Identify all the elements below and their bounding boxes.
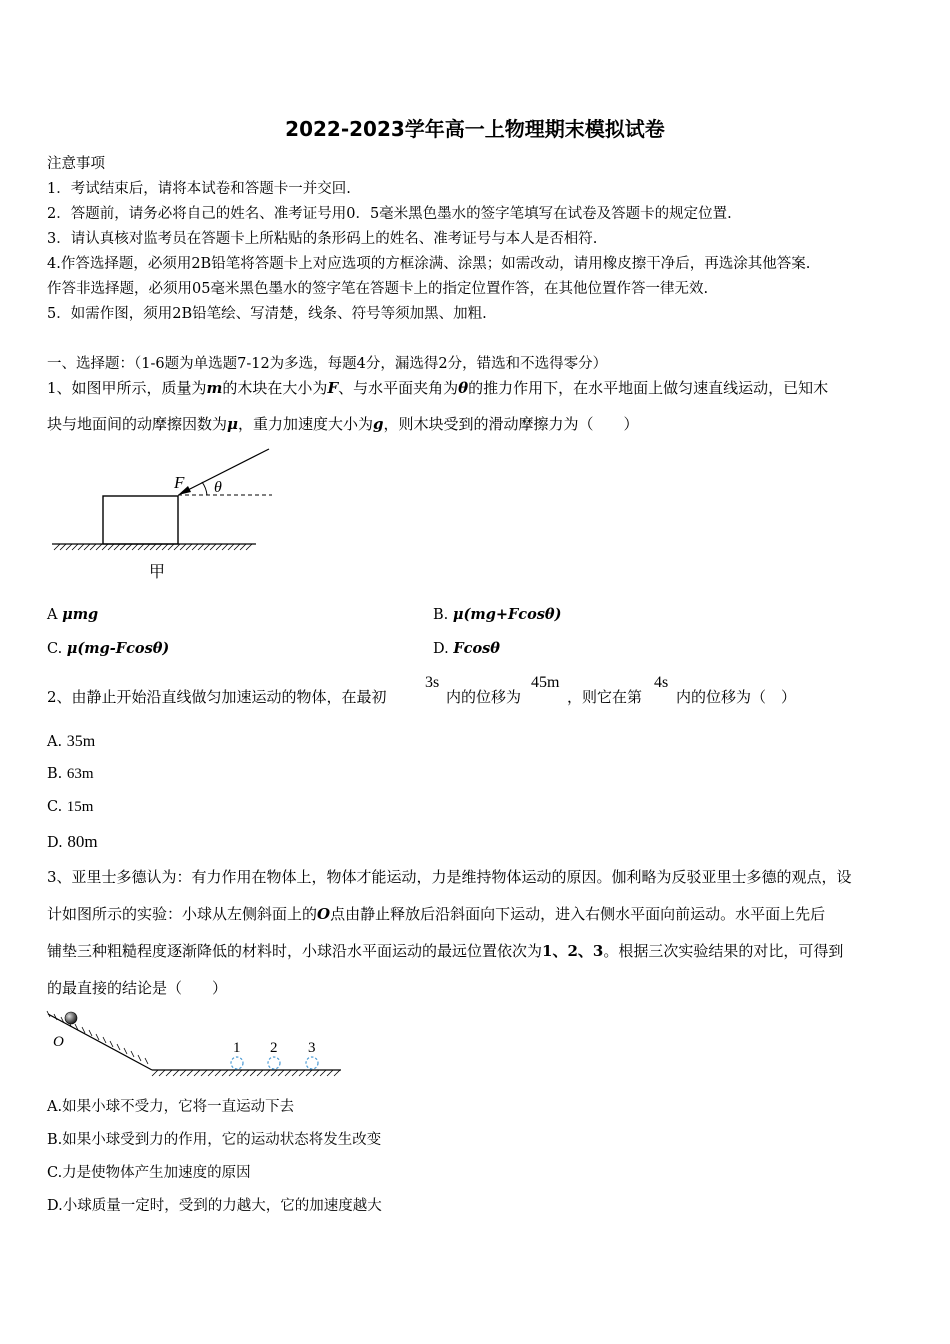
q1-var-m: m [206, 379, 223, 397]
position-label-1: 1 [233, 1040, 241, 1056]
notice-item: 作答非选择题，必须用05毫米黑色墨水的签字笔在答题卡上的指定位置作答，在其他位置作答一律无效. [47, 281, 709, 297]
position-label-3: 3 [308, 1040, 316, 1056]
q3-option-d[interactable]: D.小球质量一定时，受到的力越大，它的加速度越大 [47, 1198, 382, 1214]
q1-figure [50, 445, 280, 585]
q2-var-t1: 3s [425, 674, 440, 691]
option-value: Fcosθ [453, 640, 500, 657]
q3-line2 [47, 903, 825, 924]
origin-label: O [53, 1034, 64, 1050]
q1-line1 [47, 377, 828, 398]
option-label: A [47, 607, 63, 623]
q1-text: 的木块在大小为 [222, 379, 328, 397]
q3-option-c[interactable]: C.力是使物体产生加速度的原因 [47, 1165, 251, 1181]
q3-text: 计如图所示的实验：小球从左侧斜面上的 [47, 905, 318, 923]
q3-figure [44, 1006, 349, 1084]
q1-option-b[interactable] [433, 606, 561, 623]
position-label-2: 2 [270, 1040, 278, 1056]
q1-var-theta: θ [458, 379, 469, 397]
q1-var-F: F [327, 379, 339, 397]
ground-hatching [54, 544, 252, 550]
q2-text: 内的位移为（ ） [676, 688, 797, 706]
figure-caption: 甲 [149, 562, 166, 581]
q3-line1: 3、亚里士多德认为：有力作用在物体上，物体才能运动，力是维持物体运动的原因。伽利略为反驳亚里士多德的观点，设 [47, 868, 852, 886]
q1-text: 的推力作用下，在水平地面上做匀速直线运动，已知木 [468, 379, 829, 397]
notice-item: 3．请认真核对监考员在答题卡上所粘贴的条形码上的姓名、准考证号与本人是否相符. [47, 231, 598, 247]
q1-option-d[interactable] [433, 640, 500, 657]
q2-option-d[interactable] [47, 832, 98, 852]
q2-text: ，则它在第 [567, 688, 643, 706]
q1-text: 、与水平面夹角为 [338, 379, 459, 397]
q3-line3 [47, 940, 843, 961]
floor-hatching [152, 1070, 340, 1076]
q1-option-a[interactable] [47, 606, 98, 623]
q3-line4: 的最直接的结论是（ ） [47, 979, 228, 997]
angle-label: θ [214, 479, 222, 496]
notice-item: 5．如需作图，须用2B铅笔绘、写清楚，线条、符号等须加黑、加粗. [47, 306, 487, 322]
q2-text: 2、由静止开始沿直线做匀加速运动的物体，在最初 [47, 688, 387, 706]
option-label: C. [47, 799, 63, 815]
q1-text: ，则木块受到的滑动摩擦力为（ ） [383, 415, 639, 433]
force-arrow-line [182, 449, 269, 493]
page-title: 2022-2023学年高一上物理期末模拟试卷 [285, 117, 665, 141]
option-value: μ(mg+Fcosθ) [452, 606, 562, 623]
option-label: A. [47, 734, 63, 750]
q2-option-a[interactable] [47, 733, 95, 751]
ball-position-3 [306, 1057, 318, 1069]
notice-item: 1．考试结束后，请将本试卷和答题卡一并交回. [47, 181, 351, 197]
q1-line2 [47, 413, 639, 434]
option-label: D. [47, 835, 63, 851]
q1-text: ，重力加速度大小为 [238, 415, 374, 433]
q1-var-g: g [373, 415, 384, 433]
force-label: F [174, 473, 185, 492]
q2-option-b[interactable] [47, 766, 94, 783]
ball-position-1 [231, 1057, 243, 1069]
q3-text: 铺垫三种粗糙程度逐渐降低的材料时，小球沿水平面运动的最远位置依次为 [47, 942, 543, 960]
q3-positions: 1、2、3 [542, 942, 604, 960]
q3-text: 点由静止释放后沿斜面向下运动，进入右侧水平面向前运动。水平面上先后 [330, 905, 826, 923]
option-value: μmg [62, 606, 99, 623]
angle-arc [202, 482, 207, 495]
q3-option-a[interactable]: A.如果小球不受力，它将一直运动下去 [47, 1099, 295, 1115]
q2-var-x1: 45m [531, 674, 560, 691]
option-label: B. [433, 607, 453, 623]
notice-item: 2．答题前，请务必将自己的姓名、准考证号用0．5毫米黑色墨水的签字笔填写在试卷及答题卡的规定位置. [47, 206, 732, 222]
ball [65, 1012, 77, 1024]
q1-text: 1、如图甲所示，质量为 [47, 379, 207, 397]
option-value: μ(mg-Fcosθ) [66, 640, 170, 657]
option-label: C. [47, 641, 67, 657]
q3-option-b[interactable]: B.如果小球受到力的作用，它的运动状态将发生改变 [47, 1132, 382, 1148]
q1-text: 块与地面间的动摩擦因数为 [47, 415, 228, 433]
q1-option-c[interactable] [47, 640, 169, 657]
option-label: D. [433, 641, 454, 657]
q3-var-O: O [317, 905, 331, 923]
q3-text: 。根据三次实验结果的对比，可得到 [603, 942, 844, 960]
notice-heading: 注意事项 [47, 156, 105, 172]
q2-text: 内的位移为 [446, 688, 522, 706]
q2-line1 [47, 686, 387, 707]
option-value: 63m [66, 766, 94, 782]
option-value: 15m [66, 799, 94, 815]
notice-item: 4.作答选择题，必须用2B铅笔将答题卡上对应选项的方框涂满、涂黑；如需改动，请用橡皮擦干净后，再选涂其他答案. [47, 256, 811, 272]
option-label: B. [47, 766, 63, 782]
option-value: 35m [66, 733, 96, 750]
wooden-block [103, 496, 178, 544]
q2-var-t2: 4s [654, 674, 669, 691]
option-value: 80m [67, 832, 98, 851]
section-heading: 一、选择题：（1-6题为单选题7-12为多选，每题4分，漏选得2分，错选和不选得零分） [47, 356, 608, 372]
q2-option-c[interactable] [47, 799, 93, 816]
ball-position-2 [268, 1057, 280, 1069]
q1-var-mu: μ [227, 415, 238, 433]
